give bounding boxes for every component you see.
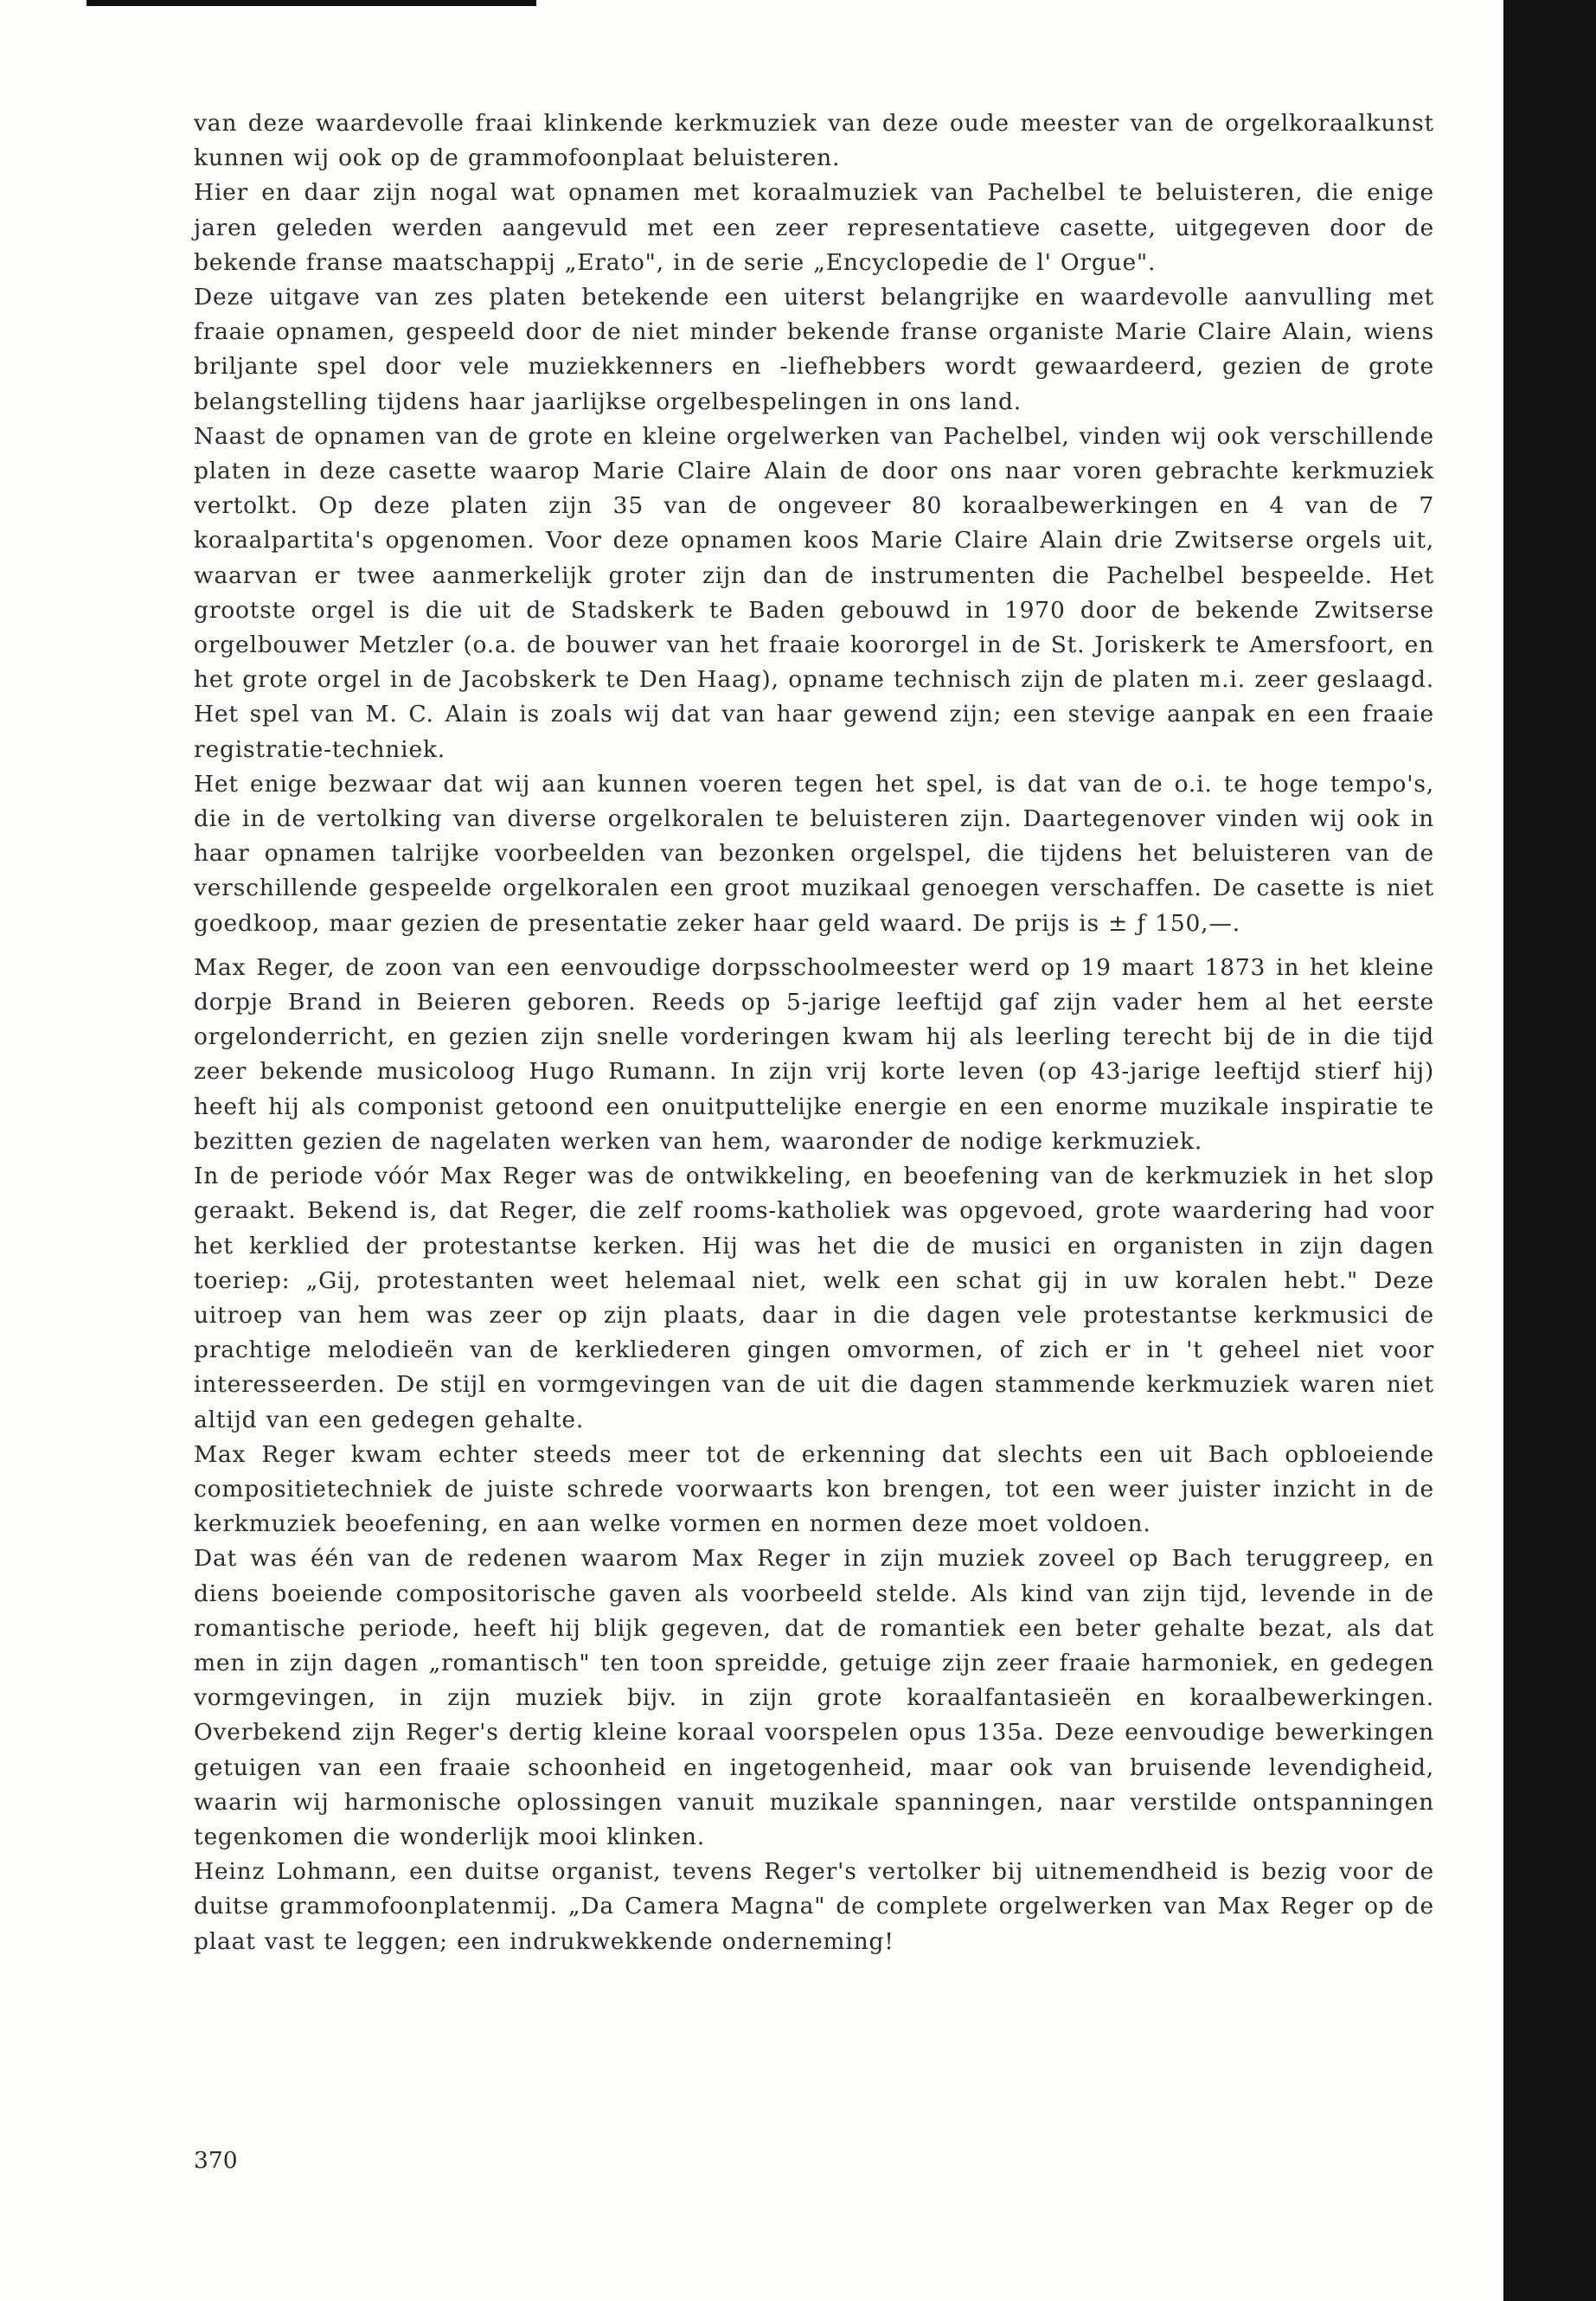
paragraph-1: van deze waardevolle fraai klinkende kerkmuziek van deze oude meester van de orgelkoraalkunst kunnen wij ook op de grammofoonplaat beluisteren. <box>194 110 1434 172</box>
scan-edge-shadow <box>1503 0 1596 2301</box>
page-number: 370 <box>194 2147 238 2174</box>
paragraph-4: Naast de opnamen van de grote en kleine orgelwerken van Pachelbel, vinden wij ook verschillende platen in deze casette waarop Marie Claire Alain de door ons naar voren gebrachte kerkmuziek vertolkt. Op deze platen zijn 35 van de ongeveer 80 koraalbewerkingen en 4 van de 7 koraalpartita's opgenomen. Voor deze opnamen koos Marie Claire Alain drie Zwitserse orgels uit, waarvan er twee aanmerkelijk groter zijn dan de instrumenten die Pachelbel bespeelde. Het grootste orgel is die uit de Stadskerk te Baden gebouwd in 1970 door de bekende Zwitserse orgelbouwer Metzler (o.a. de bouwer van het fraaie koororgel in de St. Joriskerk te Amersfoort, en het grote orgel in de Jacobskerk te Den Haag), opname technisch zijn de platen m.i. zeer geslaagd. Het spel van M. C. Alain is zoals wij dat van haar gewend zijn; een stevige aanpak en een fraaie registratie-techniek. <box>194 422 1434 763</box>
paragraph-8: Max Reger kwam echter steeds meer tot de erkenning dat slechts een uit Bach opbloeiende compositietechniek de juiste schrede voorwaarts kon brengen, tot een weer juister inzicht in de kerkmuziek beoefening, en aan welke vormen en normen deze moet voldoen. <box>194 1440 1434 1538</box>
paragraph-7: In de periode vóór Max Reger was de ontwikkeling, en beoefening van de kerkmuziek in het slop geraakt. Bekend is, dat Reger, die zelf rooms-katholiek was opgevoed, grote waardering had voor het kerklied der protestantse kerken. Hij was het die de musici en organisten in zijn dagen toeriep: „Gij, protestanten weet helemaal niet, welk een schat gij in uw koralen hebt." Deze uitroep van hem was zeer op zijn plaats, daar in die dagen vele protestantse kerkmusici de prachtige melodieën van de kerkliederen gingen omvormen, of zich er in 't geheel niet voor interesseerden. De stijl en vormgevingen van de uit die dagen stammende kerkmuziek waren niet altijd van een gedegen gehalte. <box>194 1163 1434 1433</box>
paragraph-5: Het enige bezwaar dat wij aan kunnen voeren tegen het spel, is dat van de o.i. te hoge tempo's, die in de vertolking van diverse orgelkoralen te beluisteren zijn. Daartegenover vinden wij ook in haar opnamen talrijke voorbeelden van bezonken orgelspel, die tijdens het beluisteren van de verschillende gespeelde orgelkoralen een groot muzikaal genoegen verschaffen. De casette is niet goedkoop, maar gezien de presentatie zeker haar geld waard. De prijs is ± ƒ 150,—. <box>194 770 1434 937</box>
paragraph-2: Hier en daar zijn nogal wat opnamen met koraalmuziek van Pachelbel te beluisteren, die enige jaren geleden werden aangevuld met een zeer representatieve casette, uitgegeven door de bekende franse maatschappij „Erato", in de serie „Encyclopedie de l' Orgue". <box>194 179 1434 276</box>
paragraph-6: Max Reger, de zoon van een eenvoudige dorpsschoolmeester werd op 19 maart 1873 in het kleine dorpje Brand in Beieren geboren. Reeds op 5-jarige leeftijd gaf zijn vader hem al het eerste orgelonderricht, en gezien zijn snelle vorderingen kwam hij als leerling terecht bij de in die tijd zeer bekende musicoloog Hugo Rumann. In zijn vrij korte leven (op 43-jarige leeftijd stierf hij) heeft hij als componist getoond een onuitputtelijke energie en een enorme muzikale inspiratie te bezitten gezien de nagelaten werken van hem, waaronder de nodige kerkmuziek. <box>194 953 1434 1155</box>
paragraph-3: Deze uitgave van zes platen betekende een uiterst belangrijke en waardevolle aanvulling met fraaie opnamen, gespeeld door de niet minder bekende franse organiste Marie Claire Alain, wiens briljante spel door vele muziekkenners en -liefhebbers wordt gewaardeerd, gezien de grote belangstelling tijdens haar jaarlijkse orgelbespelingen in ons land. <box>194 284 1434 415</box>
paragraph-10: Heinz Lohmann, een duitse organist, tevens Reger's vertolker bij uitnemendheid is bezig voor de duitse grammofoonplatenmij. „Da Camera Magna" de complete orgelwerken van Max Reger op de plaat vast te leggen; een indrukwekkende onderneming! <box>194 1858 1434 1955</box>
paragraph-9: Dat was één van de redenen waarom Max Reger in zijn muziek zoveel op Bach teruggreep, en diens boeiende compositorische gaven als voorbeeld stelde. Als kind van zijn tijd, levende in de romantische periode, heeft hij blijk gegeven, dat de romantiek een beter gehalte bezat, als dat men in zijn dagen „romantisch" ten toon spreidde, getuige zijn zeer fraaie harmoniek, en gedegen vormgevingen, in zijn muziek bijv. in zijn grote koraalfantasieën en koraalbewerkingen. Overbekend zijn Reger's dertig kleine koraal voorspelen opus 135a. Deze eenvoudige bewerkingen getuigen van een fraaie schoonheid en ingetogenheid, maar ook van bruisende levendigheid, waarin wij harmonische oplossingen vanuit muzikale spanningen, naar verstilde ontspanningen tegenkomen die wonderlijk mooi klinken. <box>194 1545 1434 1850</box>
top-rule <box>87 0 536 6</box>
page-content <box>194 106 1434 1959</box>
